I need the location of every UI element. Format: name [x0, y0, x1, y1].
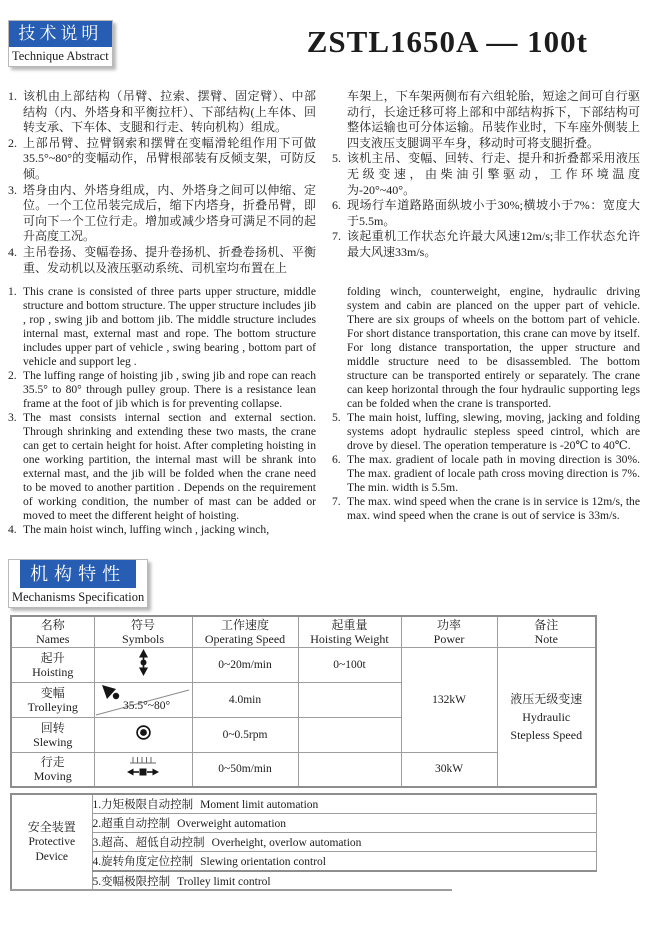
mechanisms-specification-badge [8, 559, 148, 608]
item-text: 该起重机工作状态允许最大风速12m/s;非工作状态允许最大风速33m/s。 [347, 229, 640, 259]
weight-slewing [298, 717, 401, 752]
row-name-trolleying: 变幅 Trolleying [11, 682, 94, 717]
spec-table [10, 615, 597, 788]
travel-direction-icon [94, 752, 192, 787]
spec-header-power: 功率 Power [401, 616, 497, 647]
spec-header-names: 名称 Names [11, 616, 94, 647]
item-text: 该机由上部结构（吊臂、拉索、摆臂、固定臂）、中部结构（内、外塔身和平衡拉杆）、下部结构(上车体、回转支承、下车体、支腿和行走、转向机构）组成。 [23, 89, 316, 135]
protective-item-4: 4.旋转角度定位控制 Slewing orientation control [92, 852, 596, 872]
power-upper-value: 132kW [401, 647, 497, 752]
item-text: 该机主吊、变幅、回转、行走、提升和折叠都采用液压无级变速，由柴油引擎驱动，工作环境温度为-20°~40°。 [347, 151, 640, 197]
chinese-paragraphs-left [8, 89, 316, 281]
protective-item-1: 1.力矩极限自动控制 Moment limit automation [92, 794, 596, 814]
protective-device-label-cell: 安全装置 Protective Device [11, 794, 92, 890]
protective-row-4 [11, 852, 596, 872]
item-number [332, 285, 347, 411]
item-number: 4. [8, 523, 17, 536]
protective-row-5 [11, 871, 596, 890]
item-text: 车架上，下车架两侧布有六组轮胎，短途之间可自行驱动行，长途迁移可将上部和中部结构拆下，下部结构可整体运输也可分体运输。吊装作业时，下车座外侧装上四支液压支腿调平车身，移动时可将支腿折叠。 [347, 89, 640, 150]
row-name-hoisting: 起升 Hoisting [11, 647, 94, 682]
tech-item-en-7 [332, 495, 640, 523]
item-text: The main hoist, luffing, slewing, moving, jacking and folding systems adopt hydraulic stepless speed cintrol, which are drove by diesel. The operation temperature is -20℃ to 40℃. [347, 411, 640, 452]
protective-row-2 [11, 814, 596, 833]
tech-item-cn-2 [8, 136, 316, 183]
protective-row-3 [11, 833, 596, 852]
item-number: 5. [332, 151, 341, 166]
item-text: The max. gradient of locale path in moving direction is 30%. The max. gradient of locale path cross moving direction is 7%. The min. width is 5.5m. [347, 453, 640, 494]
item-number: 7. [332, 229, 341, 244]
mechanisms-label-en: Mechanisms Specification [12, 590, 145, 604]
row-name-slewing: 回转 Slewing [11, 717, 94, 752]
weight-trolleying [298, 682, 401, 717]
item-number [332, 89, 347, 151]
note-cell: 液压无级变速 Hydraulic Stepless Speed [497, 647, 596, 787]
spec-header-note: 备注 Note [497, 616, 596, 647]
spec-header-row [11, 616, 596, 647]
technique-abstract-label-en: Technique Abstract [12, 49, 109, 63]
tech-item-cn-6 [332, 198, 640, 229]
power-moving-value: 30kW [401, 752, 497, 787]
partial-bottom-border [10, 889, 452, 891]
protective-item-5: 5.变幅极限控制 Trolley limit control [92, 871, 596, 890]
speed-trolleying: 4.0min [192, 682, 298, 717]
mechanisms-label-zh: 机构特性 [20, 560, 136, 588]
tech-item-cn-4-cont [332, 89, 640, 151]
item-number: 5. [332, 411, 341, 424]
tech-item-cn-7 [332, 229, 640, 260]
item-text: folding winch, counterweight, engine, hydraulic driving system and cabin are planced on the upper part of vehicle. There are six groups of wheels on the bottom part of vehicle. For short distance transportation, this crane can move by itself. For long distance transportation, the upper structure and middle structure need to be disassembled. The bottom structure can be transported entirely or separately. The crane can keep horizontal through the four hydraulic supporting legs can be folded when the crane is transported. [347, 285, 640, 410]
protective-item-2: 2.超重自动控制 Overweight automation [92, 814, 596, 833]
protective-row-1 [11, 794, 596, 814]
tech-item-cn-4 [8, 245, 316, 276]
item-text: The mast consists internal section and external section. Through shrinking and extending these two masts, the crane can get to certain height for hoist. After completing hoisting in one working partition, the internal mast will be shrank into external mast, and the jib will be folded when the crane need to be moved to another partition . Depends on the requirement of working condition, the number of mast can be added or moved to meet the different height of hoisting. [23, 411, 316, 522]
english-paragraphs-right [332, 285, 640, 537]
tech-item-cn-1 [8, 89, 316, 136]
item-text: This crane is consisted of three parts upper structure, middle structure and bottom structure. The upper structure includes jib , rop , swing jib and bottom jib. The middle structure includes internal mast, external mast and rope. The bottom structure includes upper part of vehicle , swing bearing , bottom part of vehicle and support leg . [23, 285, 316, 368]
spec-header-symbols: 符号 Symbols [94, 616, 192, 647]
item-text: 上部吊臂、拉臂钢索和摆臂在变幅滑轮组作用下可做35.5°~80°的变幅动作，吊臂根部装有反倾支架，可防反倾。 [23, 135, 316, 181]
protective-device-section [10, 793, 599, 891]
tech-item-cn-5 [332, 151, 640, 198]
spec-row-hoisting [11, 647, 596, 682]
weight-hoisting: 0~100t [298, 647, 401, 682]
speed-slewing: 0~0.5rpm [192, 717, 298, 752]
page-title: ZSTL1650A — 100t [306, 24, 588, 59]
speed-hoisting: 0~20m/min [192, 647, 298, 682]
tech-item-en-1 [8, 285, 316, 369]
item-number: 1. [8, 89, 17, 103]
tech-item-en-4 [8, 523, 316, 537]
item-number: 6. [332, 453, 341, 466]
item-number: 4. [8, 244, 17, 259]
technique-abstract-label-zh: 技术说明 [9, 21, 112, 47]
item-text: The main hoist winch, luffing winch , jacking winch, [23, 523, 270, 536]
item-number: 3. [8, 411, 17, 424]
mechanisms-badge-wrapper [8, 559, 148, 608]
protective-device-table [10, 793, 597, 891]
description-columns [0, 89, 650, 537]
item-number: 3. [8, 182, 17, 197]
luffing-range-icon [94, 682, 192, 717]
item-number: 1. [8, 285, 17, 298]
protective-item-3: 3.超高、超低自动控制 Overheight, overlow automation [92, 833, 596, 852]
item-text: The luffing range of hoisting jib , swing jib and rope can reach 35.5° to 80° through pulley group. There is a resistance lean frame at the foot of jib which is for preventing collapse. [23, 369, 316, 410]
tech-item-en-5 [332, 411, 640, 453]
slewing-rotation-icon [94, 717, 192, 752]
tech-item-en-3 [8, 411, 316, 523]
hoist-arrow-icon [94, 647, 192, 682]
spec-header-weight: 起重量 Hoisting Weight [298, 616, 401, 647]
weight-moving [298, 752, 401, 787]
item-text: The max. wind speed when the crane is in service is 12m/s, the max. wind speed when the crane is out of service is 33m/s. [347, 495, 640, 522]
english-paragraphs-left [8, 285, 316, 537]
page-header [0, 0, 650, 67]
luffing-angle-label: 35.5°~80° [123, 699, 171, 712]
item-number: 7. [332, 495, 341, 508]
speed-moving: 0~50m/min [192, 752, 298, 787]
tech-item-en-6 [332, 453, 640, 495]
item-number: 6. [332, 198, 341, 213]
item-text: 现场行车道路路面纵坡小于30%;横坡小于7%：宽度大于5.5m。 [347, 198, 640, 228]
tech-item-en-4-cont [332, 285, 640, 411]
item-text: 主吊卷扬、变幅卷扬、提升卷扬机、折叠卷扬机、平衡重、发动机以及液压驱动系统、司机室均布置在上 [23, 244, 316, 275]
item-text: 塔身由内、外塔身组成，内、外塔身之间可以伸缩、定位。一个工位吊装完成后，缩下内塔身，折叠吊臂，即可向下一个工位行走。增加或减少塔身可满足不同的起升高度工况。 [23, 182, 316, 244]
tech-item-cn-3 [8, 183, 316, 245]
tech-item-en-2 [8, 369, 316, 411]
item-number: 2. [8, 135, 17, 150]
chinese-paragraphs-right [332, 89, 640, 281]
spec-header-speed: 工作速度 Operating Speed [192, 616, 298, 647]
item-number: 2. [8, 369, 17, 382]
technique-abstract-badge [8, 20, 113, 67]
row-name-moving: 行走 Moving [11, 752, 94, 787]
